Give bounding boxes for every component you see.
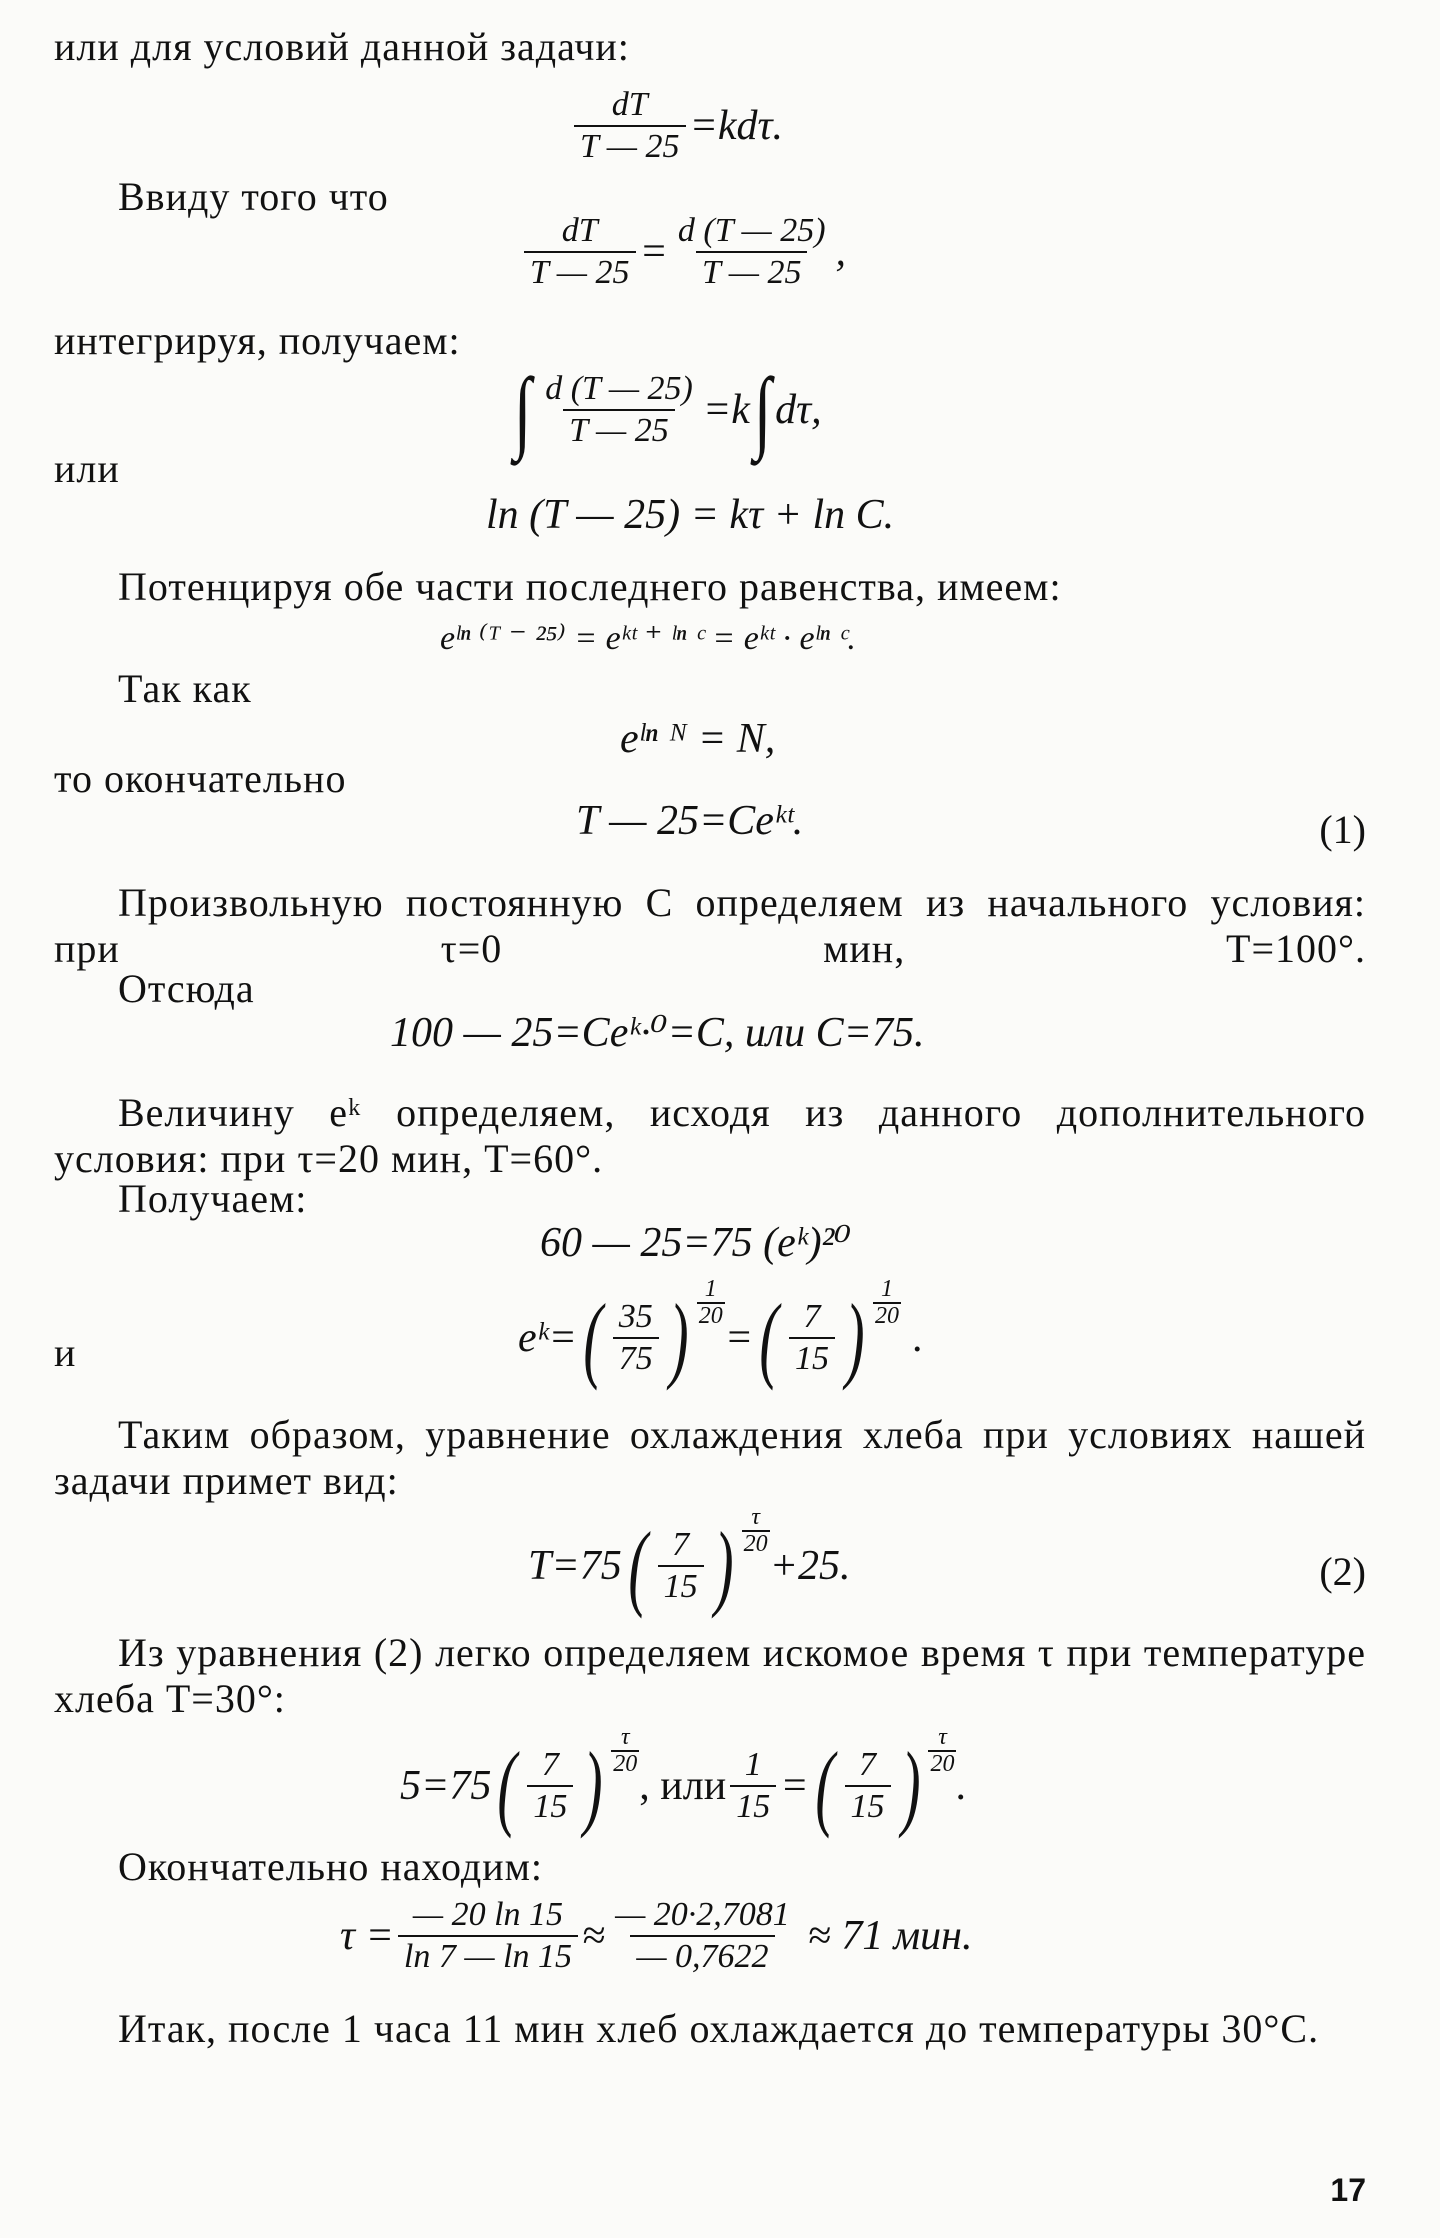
- paragraph: Отсюда: [118, 966, 255, 1011]
- paragraph: интегрируя, получаем:: [54, 318, 461, 363]
- paragraph: Произвольную постоянную C определяем из начального условия: при τ=0 мин, T=100°.: [54, 880, 1366, 971]
- paragraph: Из уравнения (2) легко определяем искомое время τ при температуре хлеба T=30°:: [54, 1630, 1366, 1721]
- paragraph: Величину eᵏ определяем, исходя из данного дополнительного условия: при τ=20 мин, T=60°.: [54, 1090, 1366, 1181]
- equation-5: eˡⁿ ⁽ᵀ ⁻ ²⁵⁾ = eᵏᵗ ⁺ ˡⁿ ᶜ = eᵏᵗ · eˡⁿ ᶜ.: [440, 620, 856, 657]
- equation-label-1: (1): [1319, 807, 1366, 852]
- equation-4: ln (T — 25) = kτ + ln C.: [486, 492, 895, 538]
- paragraph: Так как: [118, 666, 252, 711]
- paragraph: Потенцируя обе части последнего равенства, имеем:: [118, 564, 1062, 609]
- paragraph: Таким образом, уравнение охлаждения хлеба при условиях нашей задачи примет вид:: [54, 1412, 1366, 1503]
- paragraph: или для условий данной задачи:: [54, 24, 630, 69]
- paragraph: Окончательно находим:: [118, 1844, 544, 1889]
- page-number: 17: [1330, 2172, 1366, 2208]
- paragraph: Итак, после 1 часа 11 мин хлеб охлаждается до температуры 30°С.: [118, 2006, 1320, 2051]
- equation-7: T — 25=Ceᵏᵗ.: [576, 798, 804, 844]
- equation-10: eᵏ= ( $\frac{35}{75}$ ) $\frac{1}{20}$ = ( $\frac{7}{15}$ ) $\frac{1}{20}$ .: [518, 1275, 924, 1391]
- equation-2: $\frac{dT}{T — 25}$ = $\frac{d (T — 25)}{T — 25}$ ,: [520, 214, 846, 290]
- paragraph: Получаем:: [118, 1176, 308, 1221]
- paragraph: или: [54, 446, 120, 491]
- equation-8: 100 — 25=Ceᵏ·⁰=C, или C=75.: [390, 1010, 925, 1056]
- paragraph: Ввиду того что: [118, 174, 389, 219]
- equation-3: ∫ $\frac{d (T — 25)}{T — 25}$ =k ∫ dτ,: [513, 359, 822, 461]
- equation-12: 5=75 ( $\frac{7}{15}$ ) $\frac{\tau}{20}$ , или $\frac{1}{15}$ = ( $\frac{7}{15}$ ) $\frac{\tau}{20}$ .: [400, 1723, 967, 1839]
- equation-label-2: (2): [1319, 1549, 1366, 1594]
- equation-6: eˡⁿ ᴺ = N,: [620, 716, 776, 762]
- paragraph: и: [54, 1330, 77, 1375]
- equation-11: T=75 ( $\frac{7}{15}$ ) $\frac{\tau}{20}$ +25.: [528, 1503, 851, 1619]
- paragraph: то окончательно: [54, 756, 347, 801]
- equation-1: $\frac{dT}{T — 25}$ =kdτ.: [570, 88, 783, 164]
- equation-13: τ = $\frac{— 20 \ln 15}{\ln 7 — \ln 15}$ ≈ $\frac{— 20\cdot 2,7081}{— 0,7622}$ ≈ 71 мин.: [340, 1896, 973, 1975]
- equation-9: 60 — 25=75 (eᵏ)²⁰: [540, 1220, 852, 1266]
